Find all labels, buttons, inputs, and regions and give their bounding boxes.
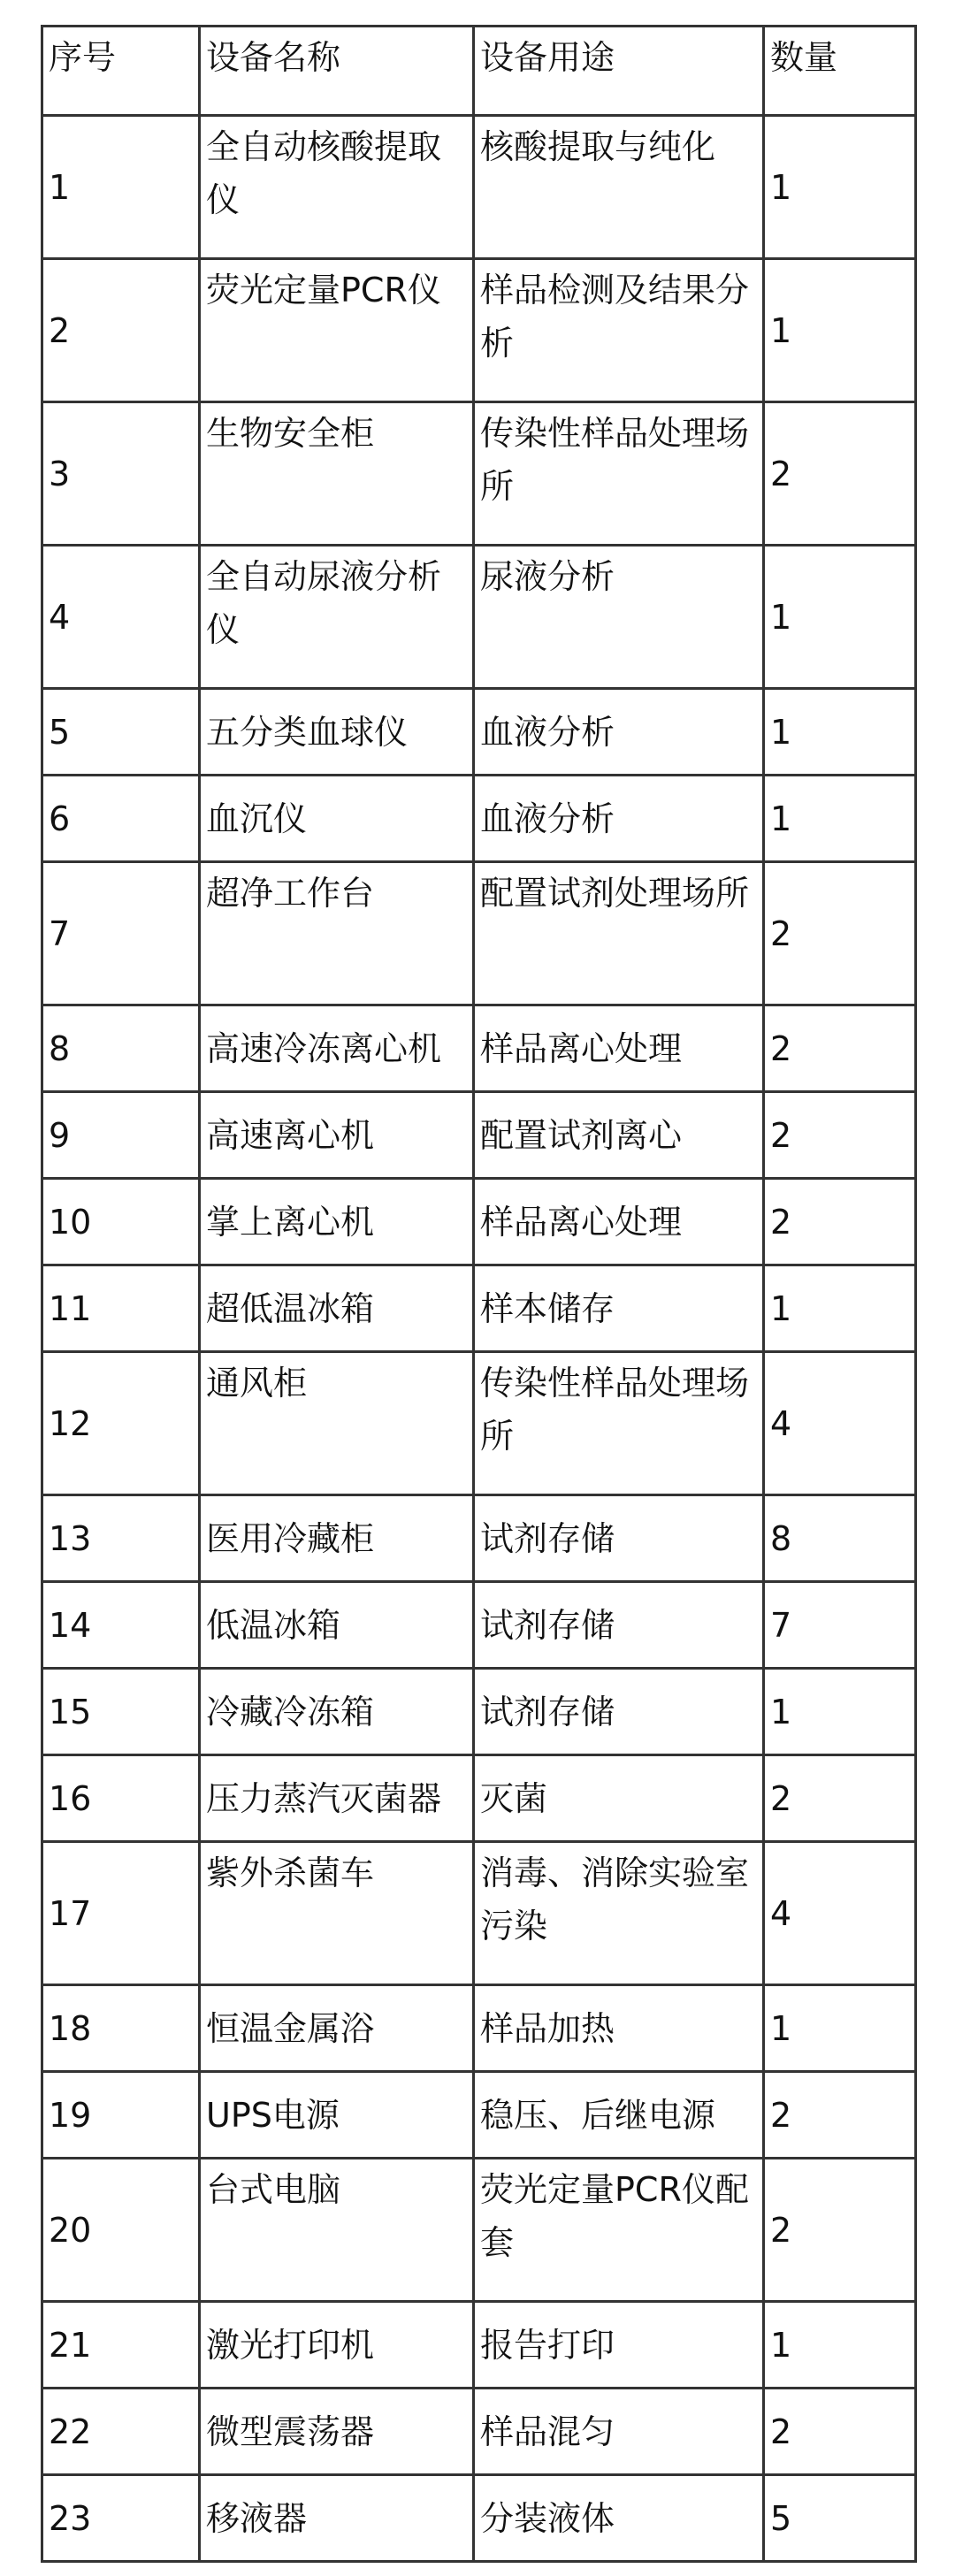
cell-equipment-name: 恒温金属浴 — [200, 1985, 474, 2072]
cell-number: 16 — [42, 1755, 200, 1842]
cell-equipment-use: 配置试剂处理场所 — [474, 862, 764, 1005]
cell-equipment-use: 样品离心处理 — [474, 1179, 764, 1265]
cell-equipment-use: 样本储存 — [474, 1265, 764, 1352]
cell-number: 10 — [42, 1179, 200, 1265]
cell-equipment-use: 血液分析 — [474, 689, 764, 776]
header-cell-use: 设备用途 — [474, 27, 764, 116]
table-row — [42, 1265, 916, 1352]
cell-equipment-name: 高速离心机 — [200, 1092, 474, 1179]
cell-quantity: 1 — [764, 259, 916, 402]
cell-quantity: 2 — [764, 2072, 916, 2159]
cell-quantity: 2 — [764, 1179, 916, 1265]
table-row — [42, 2302, 916, 2389]
cell-equipment-name: 通风柜 — [200, 1352, 474, 1495]
cell-equipment-use: 血液分析 — [474, 776, 764, 862]
table-row — [42, 1985, 916, 2072]
cell-number: 22 — [42, 2389, 200, 2475]
cell-equipment-name: 医用冷藏柜 — [200, 1495, 474, 1582]
table-row — [42, 776, 916, 862]
cell-equipment-name: 荧光定量PCR仪 — [200, 259, 474, 402]
cell-quantity: 4 — [764, 1352, 916, 1495]
cell-equipment-name: 台式电脑 — [200, 2159, 474, 2302]
header-cell-name: 设备名称 — [200, 27, 474, 116]
cell-quantity: 1 — [764, 116, 916, 259]
header-cell-qty: 数量 — [764, 27, 916, 116]
cell-equipment-use: 样品检测及结果分析 — [474, 259, 764, 402]
cell-equipment-use: 试剂存储 — [474, 1582, 764, 1669]
cell-quantity: 2 — [764, 1092, 916, 1179]
cell-number: 9 — [42, 1092, 200, 1179]
cell-equipment-use: 分装液体 — [474, 2475, 764, 2562]
table-row — [42, 2072, 916, 2159]
cell-quantity: 5 — [764, 2475, 916, 2562]
cell-number: 19 — [42, 2072, 200, 2159]
cell-equipment-name: 高速冷冻离心机 — [200, 1005, 474, 1092]
table-row — [42, 1669, 916, 1755]
cell-equipment-use: 核酸提取与纯化 — [474, 116, 764, 259]
cell-quantity: 2 — [764, 402, 916, 546]
cell-number: 3 — [42, 402, 200, 546]
cell-quantity: 8 — [764, 1495, 916, 1582]
cell-equipment-use: 灭菌 — [474, 1755, 764, 1842]
cell-equipment-name: 超净工作台 — [200, 862, 474, 1005]
table-row — [42, 862, 916, 1005]
cell-quantity: 1 — [764, 2302, 916, 2389]
cell-number: 8 — [42, 1005, 200, 1092]
cell-equipment-use: 传染性样品处理场所 — [474, 402, 764, 546]
table-row — [42, 2475, 916, 2562]
cell-number: 11 — [42, 1265, 200, 1352]
cell-number: 1 — [42, 116, 200, 259]
table-row — [42, 1179, 916, 1265]
table-row — [42, 2159, 916, 2302]
cell-equipment-use: 稳压、后继电源 — [474, 2072, 764, 2159]
cell-number: 17 — [42, 1842, 200, 1985]
table-header-row — [42, 27, 916, 116]
cell-number: 7 — [42, 862, 200, 1005]
cell-equipment-name: 微型震荡器 — [200, 2389, 474, 2475]
header-cell-no: 序号 — [42, 27, 200, 116]
cell-equipment-name: 生物安全柜 — [200, 402, 474, 546]
cell-quantity: 1 — [764, 1669, 916, 1755]
cell-equipment-name: 低温冰箱 — [200, 1582, 474, 1669]
cell-quantity: 7 — [764, 1582, 916, 1669]
cell-number: 12 — [42, 1352, 200, 1495]
table-row — [42, 1755, 916, 1842]
cell-equipment-name: UPS电源 — [200, 2072, 474, 2159]
cell-equipment-use: 试剂存储 — [474, 1495, 764, 1582]
cell-equipment-name: 超低温冰箱 — [200, 1265, 474, 1352]
cell-equipment-use: 报告打印 — [474, 2302, 764, 2389]
cell-equipment-use: 样品混匀 — [474, 2389, 764, 2475]
table-row — [42, 689, 916, 776]
cell-equipment-use: 消毒、消除实验室污染 — [474, 1842, 764, 1985]
cell-quantity: 1 — [764, 546, 916, 689]
cell-number: 5 — [42, 689, 200, 776]
cell-number: 23 — [42, 2475, 200, 2562]
cell-equipment-name: 五分类血球仪 — [200, 689, 474, 776]
cell-quantity: 2 — [764, 1005, 916, 1092]
cell-equipment-use: 样品加热 — [474, 1985, 764, 2072]
table-row — [42, 1352, 916, 1495]
cell-equipment-use: 试剂存储 — [474, 1669, 764, 1755]
cell-equipment-name: 掌上离心机 — [200, 1179, 474, 1265]
cell-number: 20 — [42, 2159, 200, 2302]
cell-quantity: 4 — [764, 1842, 916, 1985]
cell-equipment-use: 传染性样品处理场所 — [474, 1352, 764, 1495]
cell-number: 14 — [42, 1582, 200, 1669]
cell-number: 13 — [42, 1495, 200, 1582]
cell-number: 2 — [42, 259, 200, 402]
table-row — [42, 1582, 916, 1669]
table-row — [42, 2389, 916, 2475]
cell-quantity: 1 — [764, 776, 916, 862]
cell-number: 18 — [42, 1985, 200, 2072]
cell-equipment-use: 配置试剂离心 — [474, 1092, 764, 1179]
table-row — [42, 259, 916, 402]
cell-equipment-name: 全自动核酸提取仪 — [200, 116, 474, 259]
table-row — [42, 546, 916, 689]
cell-equipment-use: 样品离心处理 — [474, 1005, 764, 1092]
cell-quantity: 1 — [764, 689, 916, 776]
equipment-table-container — [41, 25, 917, 2563]
table-row — [42, 1092, 916, 1179]
table-row — [42, 1842, 916, 1985]
cell-equipment-name: 血沉仪 — [200, 776, 474, 862]
table-row — [42, 116, 916, 259]
cell-equipment-name: 激光打印机 — [200, 2302, 474, 2389]
table-row — [42, 1005, 916, 1092]
cell-number: 4 — [42, 546, 200, 689]
cell-number: 6 — [42, 776, 200, 862]
table-row — [42, 1495, 916, 1582]
cell-equipment-name: 紫外杀菌车 — [200, 1842, 474, 1985]
cell-equipment-use: 尿液分析 — [474, 546, 764, 689]
table-row — [42, 402, 916, 546]
cell-equipment-name: 压力蒸汽灭菌器 — [200, 1755, 474, 1842]
cell-quantity: 1 — [764, 1265, 916, 1352]
cell-quantity: 1 — [764, 1985, 916, 2072]
cell-equipment-use: 荧光定量PCR仪配套 — [474, 2159, 764, 2302]
cell-number: 15 — [42, 1669, 200, 1755]
cell-number: 21 — [42, 2302, 200, 2389]
cell-quantity: 2 — [764, 2159, 916, 2302]
equipment-table — [41, 25, 917, 2563]
cell-equipment-name: 冷藏冷冻箱 — [200, 1669, 474, 1755]
cell-equipment-name: 移液器 — [200, 2475, 474, 2562]
cell-quantity: 2 — [764, 1755, 916, 1842]
cell-quantity: 2 — [764, 2389, 916, 2475]
cell-equipment-name: 全自动尿液分析仪 — [200, 546, 474, 689]
cell-quantity: 2 — [764, 862, 916, 1005]
